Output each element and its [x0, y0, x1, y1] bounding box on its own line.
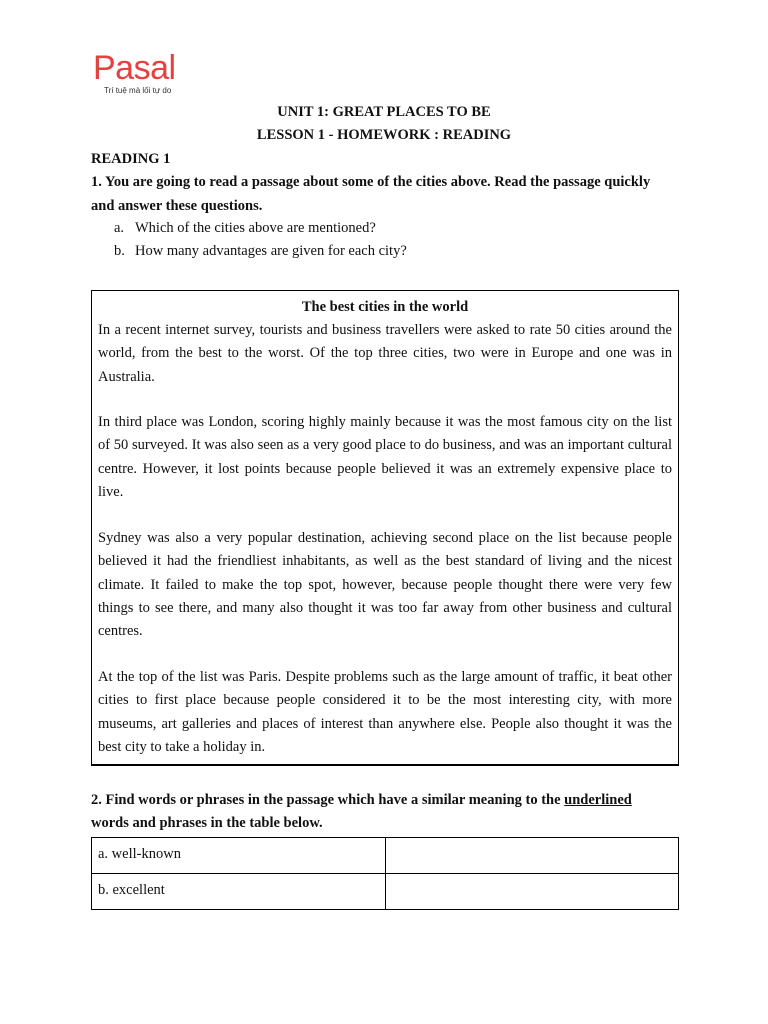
- question-1-line-2: and answer these questions.: [91, 198, 263, 214]
- reading-label: READING 1: [91, 151, 171, 167]
- pasal-logo: [93, 50, 193, 100]
- passage-paragraph-1: In a recent internet survey, tourists and business travellers were asked to rate 50 cities around the world, from the best to the worst. Of the top three cities, two were in Europe and one was in Australia.: [98, 322, 672, 385]
- passage-paragraph-3: Sydney was also a very popular destination, achieving second place on the list because people believed it had the friendliest inhabitants, as well as the best standard of living and the nicest climate. It failed to make the top spot, however, because people thought there were very few things to see there, and many also thought it was too far away from other business and cultural centres.: [98, 530, 672, 640]
- table-cell-answer[interactable]: [385, 838, 679, 874]
- question-2-underlined: underlined: [564, 792, 632, 808]
- question-1-item-b: [114, 243, 407, 260]
- passage-paragraph-2: In third place was London, scoring highly mainly because it was the most famous city on the list of 50 surveyed. It was also seen as a very good place to do business, and was an important cultural centre. However, it lost points because people believed it was an extremely expensive place to live.: [98, 414, 672, 500]
- logo-wordmark: Pasal: [93, 49, 176, 87]
- item-text: How many advantages are given for each city?: [135, 243, 407, 259]
- question-1-line-1: 1. You are going to read a passage about some of the cities above. Read the passage quickly: [91, 174, 651, 190]
- vocabulary-table: [91, 837, 679, 910]
- passage-box: [91, 290, 679, 766]
- question-2-line-2: words and phrases in the table below.: [91, 815, 323, 831]
- table-row: [92, 838, 679, 874]
- unit-title: UNIT 1: GREAT PLACES TO BE: [277, 104, 491, 120]
- question-1-item-a: [114, 220, 376, 237]
- table-cell-answer[interactable]: [385, 874, 679, 910]
- lesson-title: LESSON 1 - HOMEWORK : READING: [256, 127, 512, 143]
- passage-paragraph-4: At the top of the list was Paris. Despite problems such as the large amount of traffic, it beat other cities to first place because people considered it to be the most interesting city, with more museums, art galleries and places of interest than anywhere else. People also thought it was the best city to take a holiday in.: [98, 669, 672, 755]
- item-text: Which of the cities above are mentioned?: [135, 220, 376, 236]
- question-2-line-1: [91, 792, 632, 809]
- question-2-text: 2. Find words or phrases in the passage which have a similar meaning to the: [91, 792, 565, 808]
- item-marker: b.: [114, 243, 125, 259]
- passage-title: The best cities in the world: [301, 299, 469, 315]
- logo-tagline: Trí tuệ mà lối tự do: [104, 86, 172, 95]
- table-cell-word: b. excellent: [92, 874, 386, 910]
- table-cell-word: a. well-known: [92, 838, 386, 874]
- item-marker: a.: [114, 220, 125, 236]
- table-row: [92, 874, 679, 910]
